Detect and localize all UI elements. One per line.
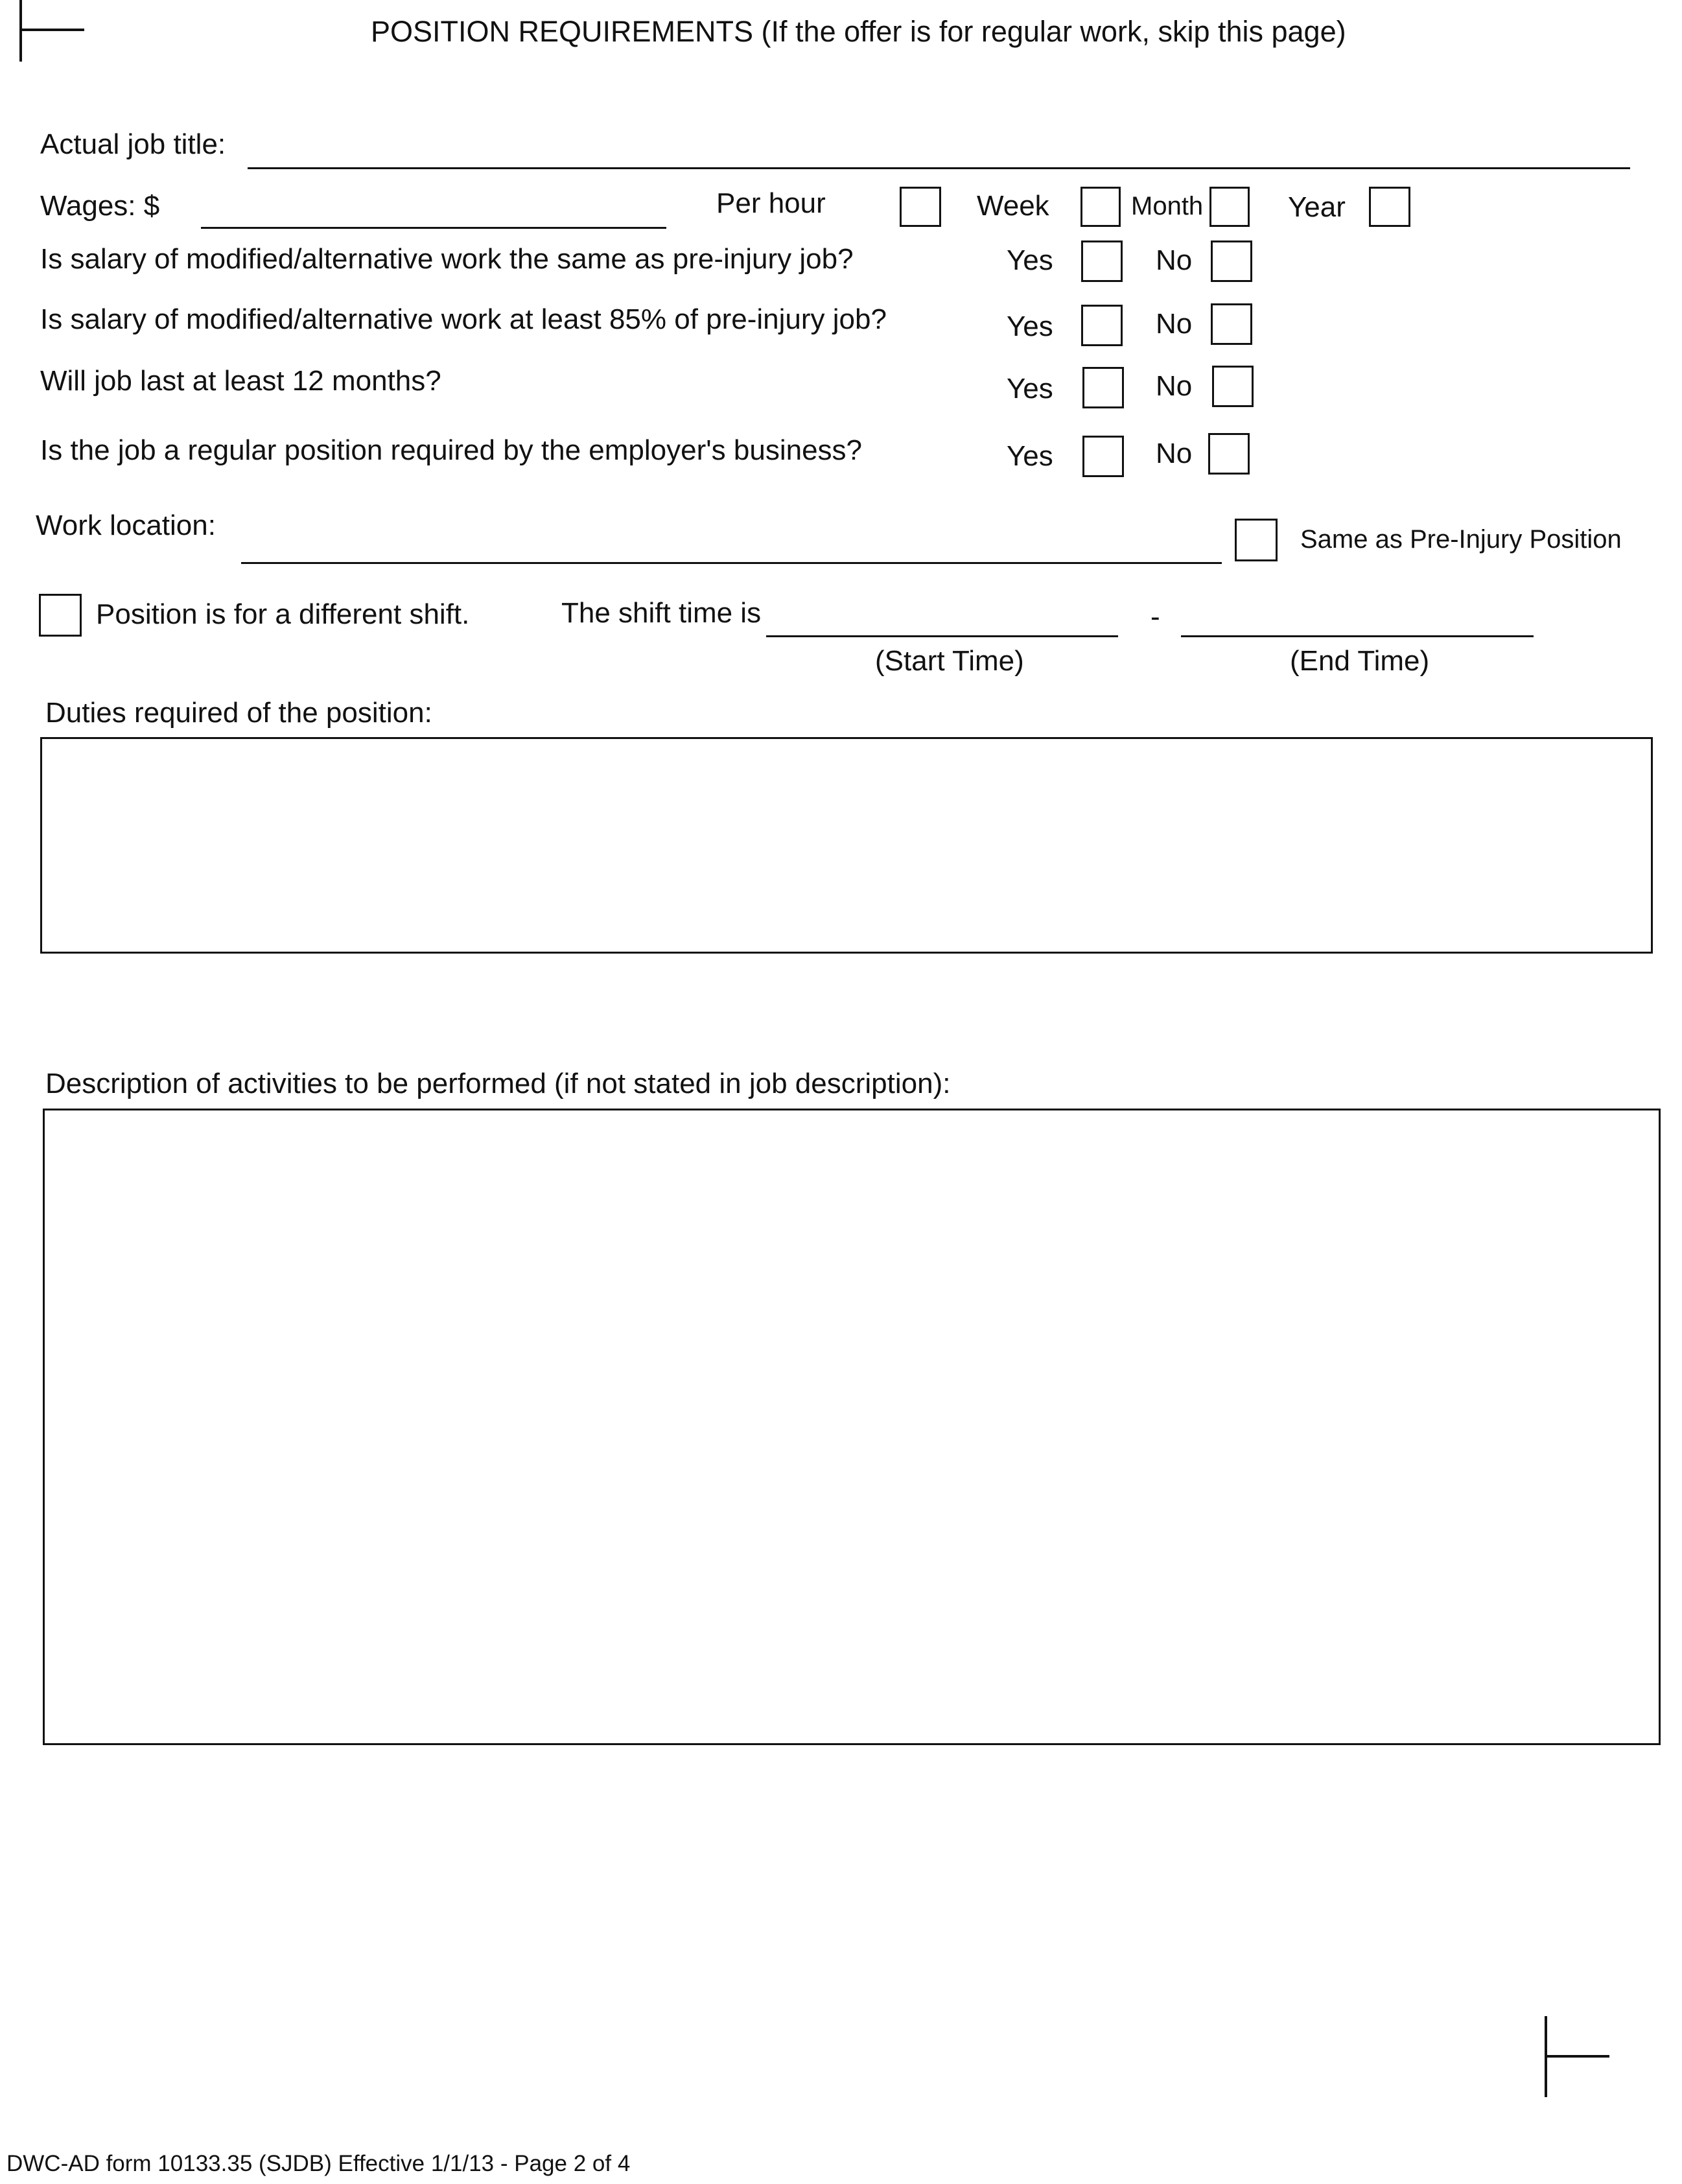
shift-time-separator: - xyxy=(1151,601,1160,633)
job-title-field[interactable] xyxy=(248,126,1630,165)
month-label: Month xyxy=(1131,192,1204,220)
per-hour-label: Per hour xyxy=(716,187,826,219)
shift-start-time-caption: (Start Time) xyxy=(875,645,1024,677)
year-label: Year xyxy=(1288,191,1346,223)
week-checkbox[interactable] xyxy=(1080,187,1121,227)
question-12-months-yes-checkbox[interactable] xyxy=(1082,367,1124,408)
question-regular-position-yes-checkbox[interactable] xyxy=(1082,436,1124,477)
question-12-months-yes-label: Yes xyxy=(1007,373,1053,405)
wages-label: Wages: $ xyxy=(40,190,160,222)
question-same-salary-yes-label: Yes xyxy=(1007,244,1053,276)
question-same-salary-no-checkbox[interactable] xyxy=(1211,241,1252,282)
page-title: POSITION REQUIREMENTS (If the offer is for regular work, skip this page) xyxy=(371,15,1346,48)
shift-end-time-caption: (End Time) xyxy=(1290,645,1430,677)
question-regular-position: Is the job a regular position required by the employer's business? xyxy=(40,434,863,466)
question-85-percent-yes-label: Yes xyxy=(1007,311,1053,342)
wages-underline xyxy=(201,227,666,229)
different-shift-label: Position is for a different shift. xyxy=(96,598,470,630)
job-title-underline xyxy=(248,167,1630,169)
wages-field[interactable] xyxy=(201,188,666,227)
duties-textarea[interactable] xyxy=(40,737,1653,954)
registration-mark-bottom-right-horizontal xyxy=(1545,2055,1609,2058)
activities-textarea[interactable] xyxy=(43,1109,1661,1745)
different-shift-checkbox[interactable] xyxy=(39,594,82,637)
question-same-salary-no-label: No xyxy=(1156,244,1193,276)
question-regular-position-no-label: No xyxy=(1156,438,1193,469)
year-checkbox[interactable] xyxy=(1369,187,1410,227)
month-checkbox[interactable] xyxy=(1209,187,1250,227)
same-as-pre-injury-checkbox[interactable] xyxy=(1235,519,1278,561)
week-label: Week xyxy=(977,190,1049,222)
question-85-percent: Is salary of modified/alternative work at least 85% of pre-injury job? xyxy=(40,303,887,335)
question-12-months-no-checkbox[interactable] xyxy=(1212,366,1254,407)
shift-end-time-underline xyxy=(1181,635,1534,637)
shift-start-time-underline xyxy=(766,635,1118,637)
question-same-salary: Is salary of modified/alternative work the same as pre-injury job? xyxy=(40,243,854,275)
work-location-label: Work location: xyxy=(36,510,216,541)
shift-start-time-field[interactable] xyxy=(766,595,1118,634)
registration-mark-top-left-horizontal xyxy=(19,29,84,31)
question-85-percent-no-label: No xyxy=(1156,308,1193,340)
question-12-months: Will job last at least 12 months? xyxy=(40,365,441,397)
shift-time-label: The shift time is xyxy=(561,597,762,629)
question-regular-position-no-checkbox[interactable] xyxy=(1208,433,1250,475)
job-title-label: Actual job title: xyxy=(40,128,226,160)
question-85-percent-no-checkbox[interactable] xyxy=(1211,303,1252,345)
shift-end-time-field[interactable] xyxy=(1181,595,1534,634)
work-location-field[interactable] xyxy=(241,519,1222,558)
activities-label: Description of activities to be performed (if not stated in job description): xyxy=(45,1068,951,1099)
question-regular-position-yes-label: Yes xyxy=(1007,440,1053,472)
same-as-pre-injury-label: Same as Pre-Injury Position xyxy=(1300,525,1622,554)
footer-form-id: DWC-AD form 10133.35 (SJDB) Effective 1/1/13 - Page 2 of 4 xyxy=(6,2151,631,2176)
duties-label: Duties required of the position: xyxy=(45,697,432,729)
work-location-underline xyxy=(241,562,1222,564)
question-85-percent-yes-checkbox[interactable] xyxy=(1081,305,1123,346)
question-same-salary-yes-checkbox[interactable] xyxy=(1081,241,1123,282)
question-12-months-no-label: No xyxy=(1156,370,1193,402)
per-hour-checkbox[interactable] xyxy=(900,187,941,227)
